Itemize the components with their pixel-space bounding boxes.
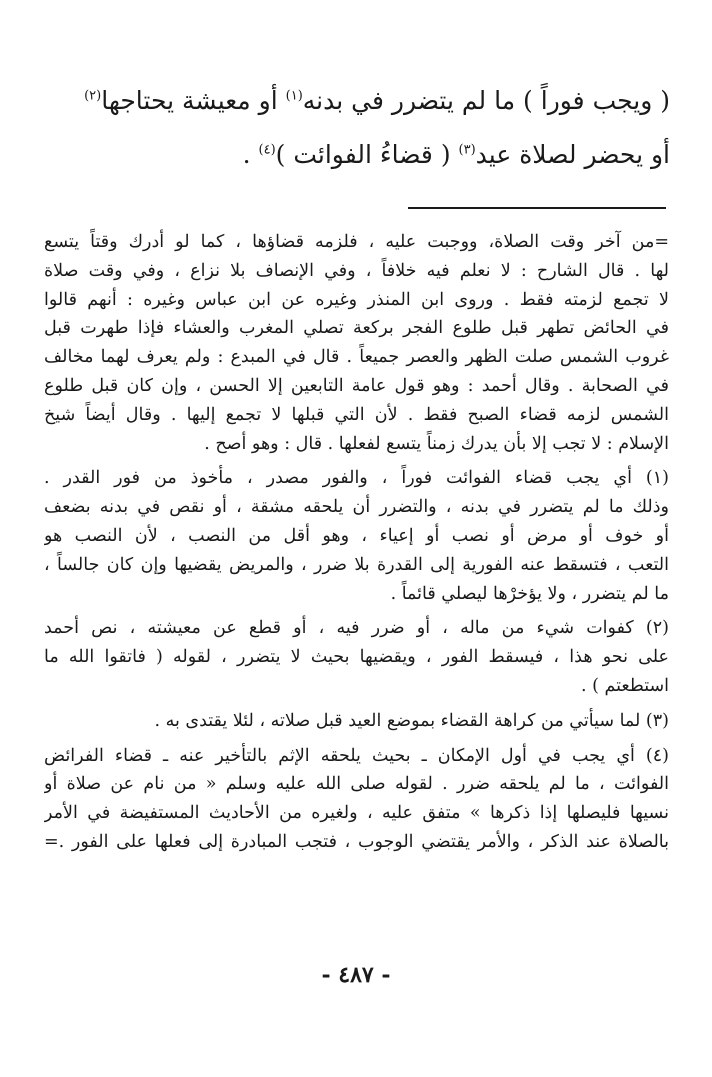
- footnote-line: على نحو هذا ، فيسقط الفور ، ويقضيها بحيث لا يتضرر ، لقوله ( فاتقوا الله ما: [44, 647, 669, 668]
- continued-footnote: [44, 228, 669, 458]
- footnote-2: [44, 614, 669, 700]
- footnote-line: (١) أي يجب قضاء الفوائت فوراً ، والفور مصدر ، مأخوذ من فور القدر .: [44, 468, 669, 489]
- footnote-line: في الحائض تطهر قبل طلوع الفجر بركعة تصلي المغرب والعشاء فإذا طهرت قبل: [44, 318, 669, 339]
- footnote-line: (٤) أي يجب في أول الإمكان ـ بحيث يلحقه الإثم بالتأخير عنه ـ قضاء الفرائض: [44, 745, 669, 766]
- footnote-line: أو خوف أو مرض أو نصب أو إعياء ، وهو أقل من النصب ، لأن النصب هو: [44, 525, 669, 546]
- footnote-line: الفوائت ، ما لم يلحقه ضرر . لقوله صلى الله عليه وسلم « من نام عن صلاة أو: [44, 774, 669, 795]
- footnote-line: التعب ، فتسقط عنه الفورية إلى القدرة بلا ضرر ، والمريض يقضيها وإن كان جالساً ،: [44, 554, 669, 575]
- footnote-line: (٣) لما سيأتي من كراهة القضاء بموضع العيد قبل صلاته ، لئلا يقتدى به .: [154, 710, 669, 731]
- footnote-ref-2: (٢): [84, 88, 102, 104]
- footnote-ref-1: (١): [285, 88, 303, 104]
- footnote-line: ما لم يتضرر ، ولا يؤخرْها ليصلي قائماً .: [390, 583, 669, 604]
- footnote-4: [44, 742, 669, 857]
- footnote-line: لها . قال الشارح : لا نعلم فيه خلافاً ، وفي الإنصاف بلا نزاع ، وفي وقت صلاة: [44, 260, 669, 281]
- main-text-segment: ( قضاءُ الفوائت ): [275, 140, 451, 169]
- page-number: - ٤٨٧ -: [321, 962, 391, 988]
- main-text-segment: أو يحضر لصلاة عيد: [475, 140, 670, 169]
- main-text-end: .: [242, 140, 251, 169]
- main-text: [40, 86, 670, 194]
- footnote-3: [44, 707, 669, 736]
- main-text-line-1: [40, 86, 670, 116]
- footnotes-area: [44, 228, 669, 857]
- main-text-segment: ( ويجب فوراً ) ما لم يتضرر في بدنه: [302, 86, 670, 115]
- footnote-line: نسيها فليصلها إذا ذكرها » متفق عليه ، ولغيره من الأحاديث المستفيضة في الأمر: [44, 803, 669, 824]
- footnote-line: =من آخر وقت الصلاة، ووجبت عليه ، فلزمه قضاؤها ، كما لو أدرك وقتاً يتسع: [44, 232, 669, 252]
- main-text-segment: أو معيشة يحتاجها: [101, 86, 278, 115]
- footnote-ref-3: (٣): [458, 142, 476, 158]
- footnote-ref-4: (٤): [258, 142, 276, 158]
- main-text-line-2: [40, 140, 670, 170]
- footnote-line: استطعتم ) .: [580, 675, 669, 696]
- footnote-divider: [408, 207, 666, 209]
- footnote-line: لا تجمع لزمته فقط . وروى ابن المنذر وغيره عن ابن عباس وغيره : أنهم قالوا: [44, 289, 669, 310]
- footnote-line: (٢) كفوات شيء من ماله ، أو ضرر فيه ، أو قطع عن معيشته ، نص أحمد: [44, 618, 669, 639]
- footnote-line: الإسلام : لا تجب إلا بأن يدرك زمناً يتسع لفعلها . قال : وهو أصح .: [204, 433, 669, 454]
- footnote-line: غروب الشمس صلت الظهر والعصر جميعاً . قال في المبدع : ولم يعرف لهما مخالف: [44, 347, 669, 368]
- footnote-line: بالصلاة عند الذكر ، والأمر يقتضي الوجوب ، فتجب المبادرة إلى فعلها على الفور .=: [44, 831, 669, 852]
- footnote-line: وذلك ما لم يتضرر في بدنه ، والتضرر أن يلحقه مشقة ، أو نقص في بدنه بضعف: [44, 497, 669, 518]
- footnote-line: الشمس لزمه قضاء الصبح فقط . لأن التي قبلها لا تجمع إليها . وقال أيضاً شيخ: [44, 404, 669, 425]
- footnote-line: في الصحابة . وقال أحمد : وهو قول عامة التابعين إلا الحسن ، وإن كان قبل طلوع: [44, 375, 669, 396]
- footnote-1: [44, 464, 669, 608]
